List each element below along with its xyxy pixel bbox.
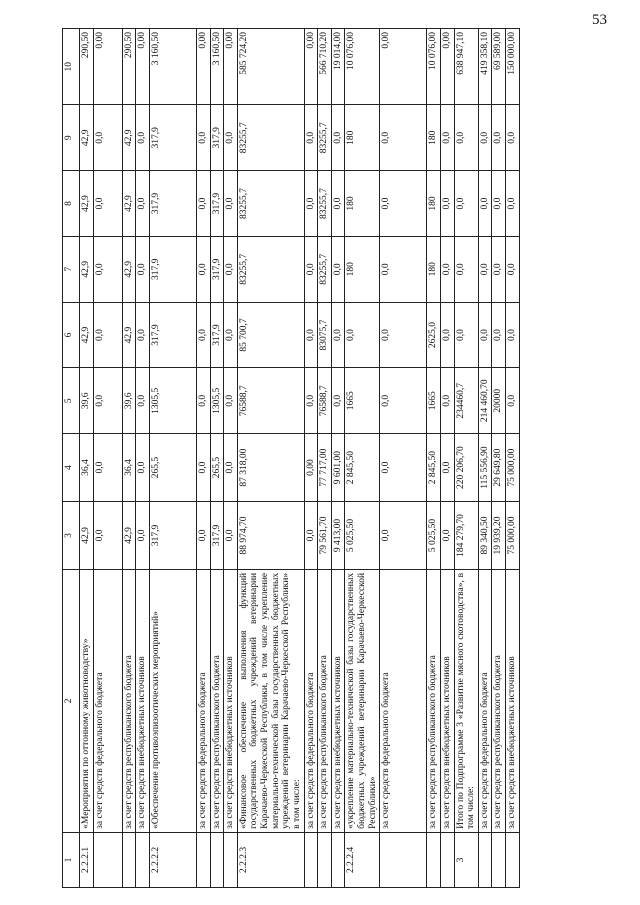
row-description: «Мероприятия по оттонному животноводству» xyxy=(80,569,94,832)
row-value: 42,9 xyxy=(122,171,136,237)
row-total-value: 0,00 xyxy=(93,29,122,105)
row-value: 42,9 xyxy=(80,236,94,302)
row-value: 0,0 xyxy=(304,171,318,237)
row-value: 0,0 xyxy=(331,171,345,237)
row-value: 317,9 xyxy=(149,302,196,368)
row-value: 39,6 xyxy=(122,368,136,434)
row-value: 9 601,00 xyxy=(331,434,345,502)
row-code xyxy=(136,832,150,887)
row-value: 42,9 xyxy=(122,105,136,171)
row-value: 36,4 xyxy=(122,434,136,502)
table-row xyxy=(196,29,210,888)
row-code: 2.2.2.1 xyxy=(80,832,94,887)
column-number-header: 1 xyxy=(63,832,80,887)
column-number-header: 6 xyxy=(63,302,80,368)
row-value: 0,0 xyxy=(304,302,318,368)
row-value: 85 700,7 xyxy=(237,302,304,368)
row-value: 0,0 xyxy=(196,105,210,171)
row-value: 317,9 xyxy=(210,105,224,171)
row-description: за счет средств внебюджетных источников xyxy=(506,569,520,832)
row-value: 0,0 xyxy=(136,236,150,302)
row-code: 3 xyxy=(454,832,478,887)
row-value: 75 000,00 xyxy=(506,502,520,570)
row-value: 79 561,70 xyxy=(318,502,332,570)
row-value: 1665 xyxy=(427,368,441,434)
row-value: 0,0 xyxy=(380,171,427,237)
row-value: 36,4 xyxy=(80,434,94,502)
table-row xyxy=(331,29,345,888)
row-description: за счет средств федерального бюджета xyxy=(478,569,492,832)
row-total-value: 0,00 xyxy=(440,29,454,105)
row-value: 317,9 xyxy=(149,502,196,570)
row-value: 76588,7 xyxy=(318,368,332,434)
table-row xyxy=(478,29,492,888)
row-code: 2.2.2.4 xyxy=(345,832,380,887)
column-number-header: 7 xyxy=(63,236,80,302)
row-value: 83255,7 xyxy=(318,105,332,171)
row-code xyxy=(224,832,238,887)
row-value: 0,0 xyxy=(224,236,238,302)
row-total-value: 638 947,10 xyxy=(454,29,478,105)
row-code: 2.2.2.2 xyxy=(149,832,196,887)
row-code xyxy=(492,832,506,887)
row-total-value: 3 160,50 xyxy=(210,29,224,105)
row-value: 0,0 xyxy=(478,171,492,237)
row-value: 0,0 xyxy=(224,302,238,368)
row-value: 0,0 xyxy=(440,171,454,237)
table-row xyxy=(136,29,150,888)
row-total-value: 69 589,00 xyxy=(492,29,506,105)
row-value: 0,0 xyxy=(454,302,478,368)
table-row xyxy=(304,29,318,888)
row-value: 9 413,00 xyxy=(331,502,345,570)
row-code xyxy=(93,832,122,887)
row-code xyxy=(122,832,136,887)
row-description: за счет средств федерального бюджета xyxy=(196,569,210,832)
table-row xyxy=(210,29,224,888)
row-value: 265,5 xyxy=(210,434,224,502)
row-value: 1305,5 xyxy=(210,368,224,434)
row-value: 0,0 xyxy=(492,236,506,302)
row-total-value: 0,00 xyxy=(380,29,427,105)
table-row xyxy=(380,29,427,888)
row-code xyxy=(318,832,332,887)
table-row xyxy=(345,29,380,888)
row-description: за счет средств внебюджетных источников xyxy=(331,569,345,832)
row-value: 0,0 xyxy=(454,105,478,171)
row-description: «Обеспечение противоэпизоотических мероприятий» xyxy=(149,569,196,832)
rotated-table-wrapper xyxy=(62,28,622,888)
row-value: 0,0 xyxy=(380,502,427,570)
row-value: 234460,7 xyxy=(454,368,478,434)
row-value: 83255,7 xyxy=(318,171,332,237)
row-value: 0,00 xyxy=(304,434,318,502)
row-value: 317,9 xyxy=(210,302,224,368)
row-value: 0,0 xyxy=(136,368,150,434)
row-value: 0,0 xyxy=(196,171,210,237)
column-number-header: 8 xyxy=(63,171,80,237)
row-value: 0,0 xyxy=(224,171,238,237)
row-value: 0,0 xyxy=(196,368,210,434)
budget-table xyxy=(62,28,520,888)
table-row xyxy=(237,29,304,888)
table-row xyxy=(454,29,478,888)
row-code xyxy=(210,832,224,887)
row-value: 42,9 xyxy=(80,105,94,171)
column-number-header: 10 xyxy=(63,29,80,105)
row-value: 0,0 xyxy=(136,105,150,171)
row-total-value: 0,00 xyxy=(304,29,318,105)
row-total-value: 566 710,20 xyxy=(318,29,332,105)
row-value: 180 xyxy=(427,171,441,237)
row-value: 42,9 xyxy=(80,302,94,368)
row-value: 265,5 xyxy=(149,434,196,502)
row-value: 317,9 xyxy=(210,171,224,237)
column-number-header: 3 xyxy=(63,502,80,570)
row-value: 214 460,70 xyxy=(478,368,492,434)
row-total-value: 150 000,00 xyxy=(506,29,520,105)
row-value: 1665 xyxy=(345,368,380,434)
row-value: 0,0 xyxy=(492,105,506,171)
table-body xyxy=(80,29,520,888)
row-value: 0,0 xyxy=(380,434,427,502)
row-value: 0,0 xyxy=(93,236,122,302)
table-row xyxy=(224,29,238,888)
table-row xyxy=(80,29,94,888)
row-value: 2625,0 xyxy=(427,302,441,368)
row-value: 0,0 xyxy=(304,105,318,171)
row-value: 83075,7 xyxy=(318,302,332,368)
row-total-value: 290,50 xyxy=(80,29,94,105)
row-value: 5 025,50 xyxy=(345,502,380,570)
row-value: 115 556,90 xyxy=(478,434,492,502)
row-value: 317,9 xyxy=(149,236,196,302)
row-value: 77 717,00 xyxy=(318,434,332,502)
row-total-value: 0,00 xyxy=(136,29,150,105)
row-value: 0,0 xyxy=(93,171,122,237)
row-value: 83255,7 xyxy=(237,171,304,237)
row-value: 0,0 xyxy=(196,236,210,302)
row-value: 317,9 xyxy=(149,171,196,237)
row-value: 42,9 xyxy=(80,502,94,570)
table-row xyxy=(427,29,441,888)
row-description: за счет средств федерального бюджета xyxy=(304,569,318,832)
table-row xyxy=(93,29,122,888)
row-value: 0,0 xyxy=(93,434,122,502)
row-description: за счет средств республиканского бюджета xyxy=(122,569,136,832)
table-row xyxy=(149,29,196,888)
row-value: 0,0 xyxy=(492,171,506,237)
row-value: 0,0 xyxy=(506,368,520,434)
row-value: 0,0 xyxy=(345,302,380,368)
row-value: 180 xyxy=(427,105,441,171)
row-value: 0,0 xyxy=(224,434,238,502)
row-description: за счет средств республиканского бюджета xyxy=(492,569,506,832)
row-value: 0,0 xyxy=(136,302,150,368)
row-value: 0,0 xyxy=(380,236,427,302)
row-value: 0,0 xyxy=(331,105,345,171)
row-value: 0,0 xyxy=(380,105,427,171)
row-value: 0,0 xyxy=(304,236,318,302)
row-total-value: 585 724,20 xyxy=(237,29,304,105)
row-value: 0,0 xyxy=(93,105,122,171)
row-total-value: 10 076,00 xyxy=(345,29,380,105)
row-value: 29 649,80 xyxy=(492,434,506,502)
row-value: 0,0 xyxy=(331,236,345,302)
table-row xyxy=(492,29,506,888)
row-total-value: 0,00 xyxy=(196,29,210,105)
row-value: 0,0 xyxy=(196,434,210,502)
table-row xyxy=(318,29,332,888)
row-total-value: 290,50 xyxy=(122,29,136,105)
row-value: 0,0 xyxy=(380,368,427,434)
row-value: 0,0 xyxy=(454,171,478,237)
row-value: 317,9 xyxy=(149,105,196,171)
row-value: 0,0 xyxy=(196,302,210,368)
row-value: 0,0 xyxy=(478,302,492,368)
column-number-header: 9 xyxy=(63,105,80,171)
header-row xyxy=(63,29,80,888)
row-description: за счет средств республиканского бюджета xyxy=(427,569,441,832)
row-value: 89 340,50 xyxy=(478,502,492,570)
row-value: 0,0 xyxy=(224,105,238,171)
row-value: 88 974,70 xyxy=(237,502,304,570)
row-value: 42,9 xyxy=(122,502,136,570)
row-total-value: 10 076,00 xyxy=(427,29,441,105)
row-value: 42,9 xyxy=(80,171,94,237)
row-value: 1305,5 xyxy=(149,368,196,434)
table-row xyxy=(440,29,454,888)
row-value: 0,0 xyxy=(440,502,454,570)
row-code xyxy=(478,832,492,887)
row-value: 0,0 xyxy=(454,236,478,302)
row-value: 0,0 xyxy=(506,236,520,302)
row-value: 83255,7 xyxy=(237,105,304,171)
row-description: за счет средств республиканского бюджета xyxy=(318,569,332,832)
row-total-value: 419 358,10 xyxy=(478,29,492,105)
row-value: 184 279,70 xyxy=(454,502,478,570)
row-value: 76588,7 xyxy=(237,368,304,434)
row-code: 2.2.2.3 xyxy=(237,832,304,887)
row-code xyxy=(427,832,441,887)
table-row xyxy=(122,29,136,888)
row-value: 2 845,50 xyxy=(427,434,441,502)
row-value: 20000 xyxy=(492,368,506,434)
row-value: 75 000,00 xyxy=(506,434,520,502)
row-value: 0,0 xyxy=(136,434,150,502)
row-value: 0,0 xyxy=(196,502,210,570)
row-value: 0,0 xyxy=(380,302,427,368)
row-value: 0,0 xyxy=(136,171,150,237)
row-value: 180 xyxy=(345,105,380,171)
row-value: 0,0 xyxy=(478,236,492,302)
column-number-header: 2 xyxy=(63,569,80,832)
row-description: за счет средств федерального бюджета xyxy=(380,569,427,832)
row-value: 180 xyxy=(345,171,380,237)
row-value: 0,0 xyxy=(440,236,454,302)
row-description: за счет средств внебюджетных источников xyxy=(224,569,238,832)
row-value: 0,0 xyxy=(506,302,520,368)
row-description: за счет средств федерального бюджета xyxy=(93,569,122,832)
row-value: 0,0 xyxy=(304,502,318,570)
row-description: за счет средств внебюджетных источников xyxy=(440,569,454,832)
row-value: 0,0 xyxy=(440,434,454,502)
row-value: 0,0 xyxy=(331,302,345,368)
column-number-header: 4 xyxy=(63,434,80,502)
row-value: 87 318,00 xyxy=(237,434,304,502)
row-total-value: 0,00 xyxy=(224,29,238,105)
row-code xyxy=(380,832,427,887)
row-total-value: 19 014,00 xyxy=(331,29,345,105)
row-value: 180 xyxy=(345,236,380,302)
row-value: 19 939,20 xyxy=(492,502,506,570)
row-value: 0,0 xyxy=(492,302,506,368)
row-value: 0,0 xyxy=(224,502,238,570)
row-code xyxy=(331,832,345,887)
row-value: 0,0 xyxy=(224,368,238,434)
row-code xyxy=(440,832,454,887)
row-value: 0,0 xyxy=(331,368,345,434)
row-value: 0,0 xyxy=(136,502,150,570)
row-value: 0,0 xyxy=(93,302,122,368)
row-total-value: 3 160,50 xyxy=(149,29,196,105)
row-description: «укрепление материально-технической базы государственных бюджетных учреждений ветеринарии Карачаево-Черкесской Республики» xyxy=(345,569,380,832)
row-value: 42,9 xyxy=(122,302,136,368)
row-value: 0,0 xyxy=(440,368,454,434)
row-value: 42,9 xyxy=(122,236,136,302)
page-number: 53 xyxy=(592,12,607,28)
row-value: 0,0 xyxy=(440,302,454,368)
row-description: Итого по Подпрограмме 3 «Развитие мясного скотоводства», в том числе: xyxy=(454,569,478,832)
row-value: 0,0 xyxy=(93,502,122,570)
row-value: 5 025,50 xyxy=(427,502,441,570)
row-value: 317,9 xyxy=(210,502,224,570)
row-value: 39,6 xyxy=(80,368,94,434)
row-code xyxy=(196,832,210,887)
row-description: за счет средств внебюджетных источников xyxy=(136,569,150,832)
row-value: 0,0 xyxy=(93,368,122,434)
row-value: 2 845,50 xyxy=(345,434,380,502)
row-description: за счет средств республиканского бюджета xyxy=(210,569,224,832)
row-value: 220 206,70 xyxy=(454,434,478,502)
row-value: 0,0 xyxy=(506,105,520,171)
row-code xyxy=(304,832,318,887)
row-value: 83255,7 xyxy=(237,236,304,302)
column-number-header: 5 xyxy=(63,368,80,434)
row-value: 180 xyxy=(427,236,441,302)
row-value: 83255,7 xyxy=(318,236,332,302)
row-description: «Финансовое обеспечение выполнения функций государственных бюджетных учреждений ветеринарии Карачаево-Черкесской Республики, в том числе укрепление материально-технической базы государственных бюджетных учреждений ветеринарии Карачаево-Черкесской Республики» в том числе: xyxy=(237,569,304,832)
row-code xyxy=(506,832,520,887)
row-value: 0,0 xyxy=(478,105,492,171)
row-value: 0,0 xyxy=(440,105,454,171)
row-value: 317,9 xyxy=(210,236,224,302)
row-value: 0,0 xyxy=(506,171,520,237)
row-value: 0,0 xyxy=(304,368,318,434)
table-row xyxy=(506,29,520,888)
